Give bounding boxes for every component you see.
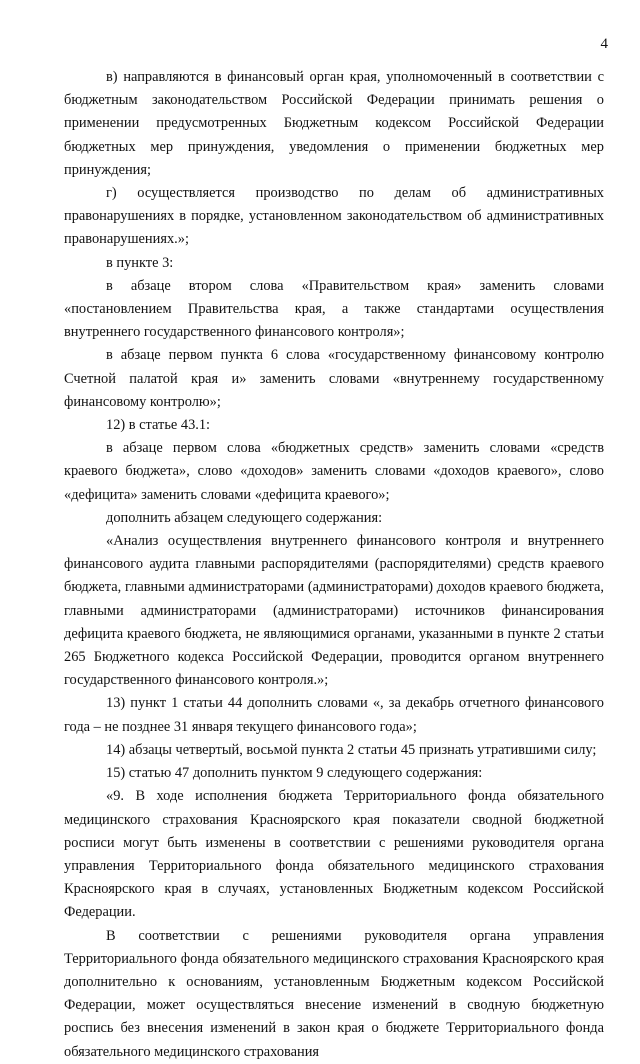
paragraph: В соответствии с решениями руководителя органа управления Территориального фонда обязательного медицинского страхования Красноярского края дополнительно к основаниям, установленным Бюджетным кодексом Российской Федерации, может осуществляться внесение изменений в сводную бюджетную роспись без внесения изменений в закон края о бюджете Территориального фонда обязательного медицинского страхования [64, 927, 604, 1060]
paragraph: 13) пункт 1 статьи 44 дополнить словами «, за декабрь отчетного финансового года – не позднее 31 января текущего финансового года»; [64, 695, 604, 735]
document-body [64, 66, 604, 1064]
paragraph: в пункте 3: [106, 254, 174, 271]
paragraph: 12) в статье 43.1: [106, 417, 211, 434]
paragraph: дополнить абзацем следующего содержания: [106, 509, 383, 526]
paragraph: 14) абзацы четвертый, восьмой пункта 2 статьи 45 признать утратившими силу; [106, 741, 597, 758]
paragraph: в) направляются в финансовый орган края, уполномоченный в соответствии с бюджетным законодательством Российской Федерации принимать решения о применении предусмотренных Бюджетным кодексом Российской Федерации бюджетных мер принуждения, уведомления о применении бюджетных мер принуждения; [64, 69, 604, 178]
paragraph: г) осуществляется производство по делам об административных правонарушениях в порядке, установленном законодательством об административных правонарушениях.»; [64, 185, 604, 248]
paragraph: в абзаце первом слова «бюджетных средств» заменить словами «средств краевого бюджета», слово «доходов» заменить словами «доходов краевого», слово «дефицита» заменить словами «дефицита краевого»; [64, 440, 604, 503]
paragraph: 15) статью 47 дополнить пунктом 9 следующего содержания: [106, 765, 483, 782]
paragraph: «9. В ходе исполнения бюджета Территориального фонда обязательного медицинского страхования Красноярского края показатели сводной бюджетной росписи могут быть изменены в соответствии с решениями руководителя органа управления Территориального фонда обязательного медицинского страхования Красноярского края в случаях, установленных Бюджетным кодексом Российской Федерации. [64, 788, 604, 921]
paragraph: в абзаце втором слова «Правительством края» заменить словами «постановлением Правительства края, а также стандартами осуществления внутреннего государственного финансового контроля»; [64, 277, 604, 341]
page-number: 4 [600, 36, 608, 52]
paragraph: в абзаце первом пункта 6 слова «государственному финансовому контролю Счетной палатой края и» заменить словами «внутреннему государственному финансовому контролю»; [64, 347, 604, 410]
paragraph: «Анализ осуществления внутреннего финансового контроля и внутреннего финансового аудита главными распорядителями (распорядителями) средств краевого бюджета, главными администраторами (администраторами) доходов краевого бюджета, главными администраторами (администраторами) источников финансирования дефицита краевого бюджета, не являющимися органами, указанными в пункте 2 статьи 265 Бюджетного кодекса Российской Федерации, проводится органом внутреннего государственного финансового контроля.»; [64, 533, 604, 689]
